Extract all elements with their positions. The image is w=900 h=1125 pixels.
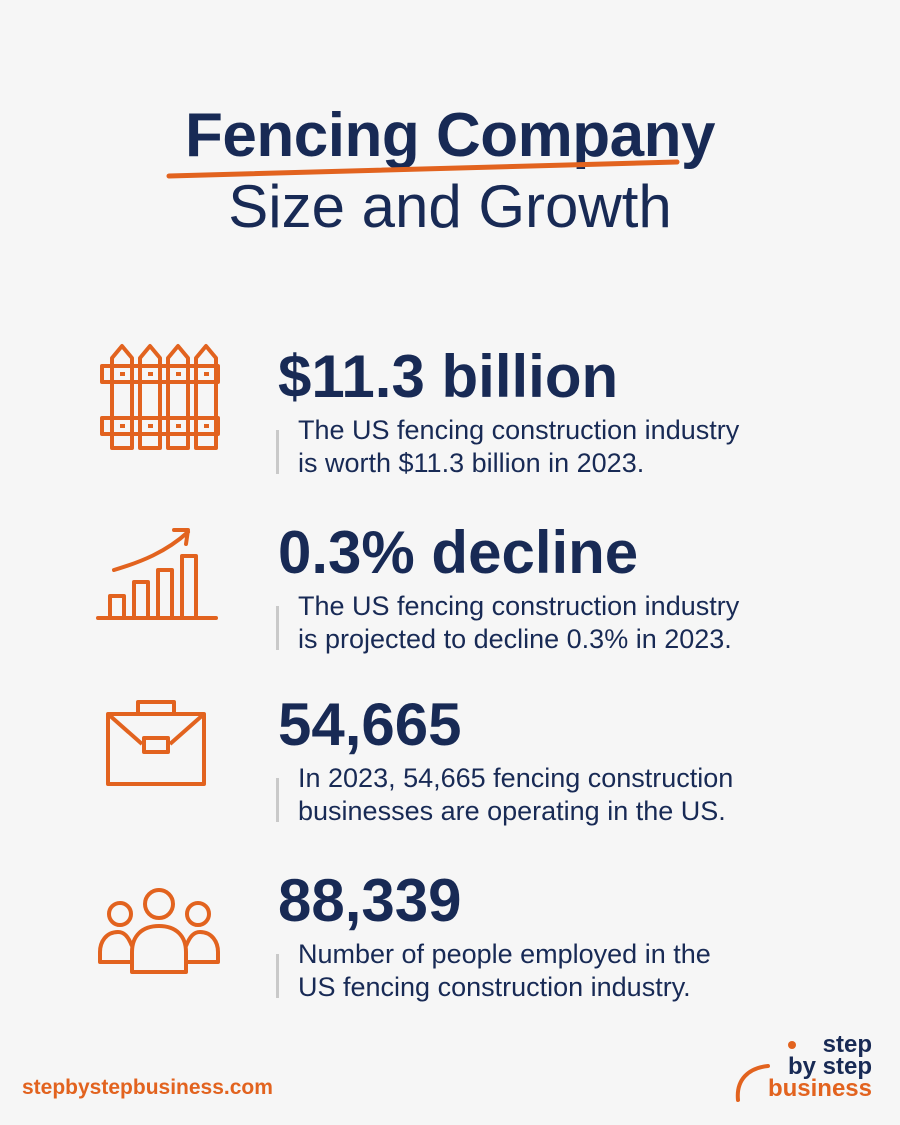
people-group-icon: [96, 886, 222, 976]
stat-item-employment: [0, 866, 900, 1026]
logo-text: business: [767, 1075, 872, 1102]
stat-description: [298, 762, 858, 828]
divider: [276, 430, 279, 474]
brand-logo: [732, 1030, 872, 1100]
stat-description-line: is projected to decline 0.3% in 2023.: [298, 624, 732, 654]
stat-value: 88,339: [278, 867, 462, 934]
growth-chart-icon: [96, 522, 220, 626]
stat-description-line: businesses are operating in the US.: [298, 796, 726, 826]
logo-text: step: [822, 1031, 872, 1058]
stat-description: [298, 938, 858, 1004]
stat-description-line: The US fencing construction industry: [298, 415, 740, 445]
stat-item-businesses: [0, 690, 900, 850]
stat-description-line: In 2023, 54,665 fencing construction: [298, 763, 734, 793]
stat-description: [298, 414, 858, 480]
page-title: Fencing Company: [185, 101, 715, 170]
logo-text: by step: [787, 1053, 872, 1080]
stat-value: 0.3% decline: [278, 519, 639, 586]
fence-icon: [96, 340, 220, 452]
stat-description-line: Number of people employed in the: [298, 939, 711, 969]
briefcase-icon: [104, 698, 208, 788]
stat-description-line: The US fencing construction industry: [298, 591, 740, 621]
divider: [276, 778, 279, 822]
page-subtitle: Size and Growth: [228, 173, 672, 240]
stat-description: [298, 590, 858, 656]
stat-description-line: is worth $11.3 billion in 2023.: [298, 448, 645, 478]
divider: [276, 606, 279, 650]
stat-value: 54,665: [278, 691, 462, 758]
stat-description-line: US fencing construction industry.: [298, 972, 691, 1002]
divider: [276, 954, 279, 998]
stat-item-growth: [0, 518, 900, 678]
stat-item-market-size: [0, 342, 900, 502]
stat-value: $11.3 billion: [278, 343, 619, 410]
logo-dot: [788, 1041, 796, 1049]
footer-website-link[interactable]: stepbystepbusiness.com: [22, 1076, 273, 1099]
